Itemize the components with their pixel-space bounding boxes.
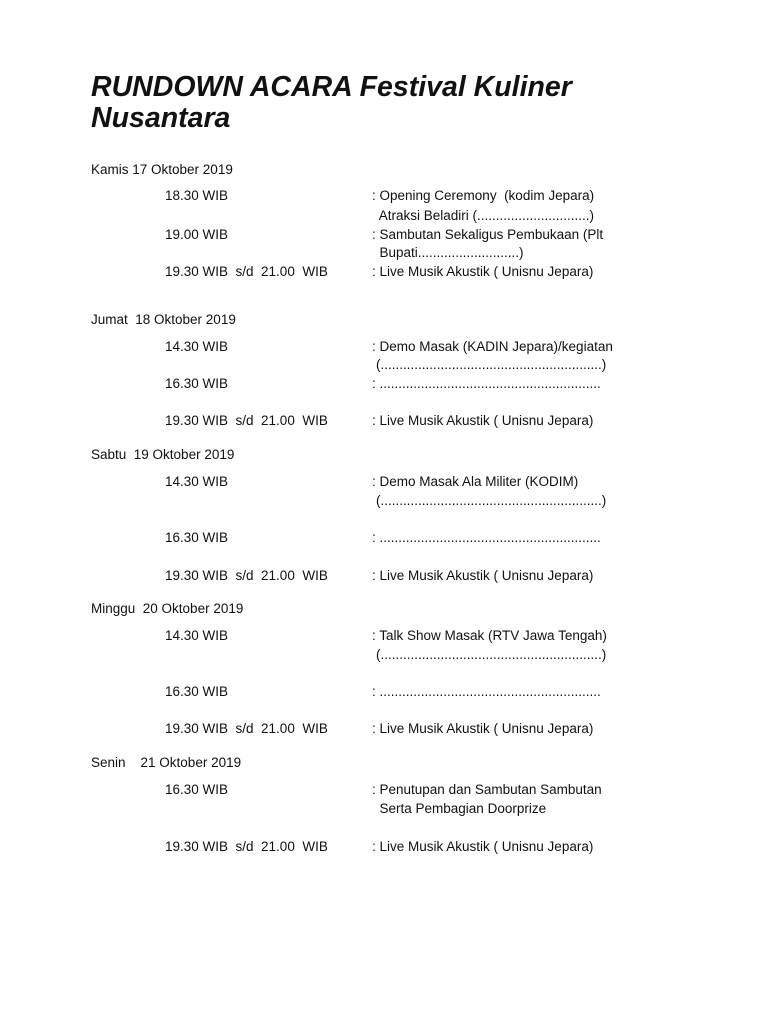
schedule-time: 19.30 WIB s/d 21.00 WIB (165, 568, 328, 583)
schedule-time: 16.30 WIB (165, 530, 229, 545)
schedule-time: 14.30 WIB (165, 628, 229, 643)
schedule-time: 19.30 WIB s/d 21.00 WIB (165, 413, 328, 428)
schedule-activity: : Sambutan Sekaligus Pembukaan (Plt (372, 227, 604, 242)
schedule-time: 19.30 WIB s/d 21.00 WIB (165, 839, 328, 854)
day-heading: Minggu 20 Oktober 2019 (91, 601, 244, 616)
schedule-activity-continued: (...........................................................) (376, 493, 607, 508)
schedule-time: 14.30 WIB (165, 339, 229, 354)
schedule-activity: : ........................................................... (372, 376, 601, 391)
schedule-activity: : Demo Masak Ala Militer (KODIM) (372, 474, 579, 489)
schedule-activity: : Live Musik Akustik ( Unisnu Jepara) (372, 721, 594, 736)
schedule-time: 19.30 WIB s/d 21.00 WIB (165, 264, 328, 279)
schedule-activity: : Talk Show Masak (RTV Jawa Tengah) (372, 628, 607, 643)
schedule-activity-continued: Atraksi Beladiri (..............................) (372, 208, 595, 223)
schedule-time: 16.30 WIB (165, 684, 229, 699)
schedule-activity: : Live Musik Akustik ( Unisnu Jepara) (372, 839, 594, 854)
schedule-activity: : Live Musik Akustik ( Unisnu Jepara) (372, 413, 594, 428)
schedule-activity: : Penutupan dan Sambutan Sambutan (372, 782, 602, 797)
day-heading: Jumat 18 Oktober 2019 (91, 312, 236, 327)
day-heading: Kamis 17 Oktober 2019 (91, 162, 233, 177)
day-heading: Senin 21 Oktober 2019 (91, 755, 242, 770)
schedule-activity: : Demo Masak (KADIN Jepara)/kegiatan (372, 339, 613, 354)
schedule-activity: : Opening Ceremony (kodim Jepara) (372, 188, 595, 203)
document-title: RUNDOWN ACARA Festival Kuliner Nusantara (91, 71, 572, 134)
schedule-activity: : Live Musik Akustik ( Unisnu Jepara) (372, 264, 594, 279)
schedule-activity-continued: (...........................................................) (376, 357, 607, 372)
schedule-activity-continued: (...........................................................) (376, 647, 607, 662)
schedule-time: 19.30 WIB s/d 21.00 WIB (165, 721, 328, 736)
schedule-time: 18.30 WIB (165, 188, 229, 203)
schedule-activity: : Live Musik Akustik ( Unisnu Jepara) (372, 568, 594, 583)
schedule-time: 16.30 WIB (165, 376, 229, 391)
schedule-time: 14.30 WIB (165, 474, 229, 489)
schedule-activity: : ........................................................... (372, 530, 601, 545)
schedule-time: 19.00 WIB (165, 227, 229, 242)
day-heading: Sabtu 19 Oktober 2019 (91, 447, 235, 462)
schedule-activity: : ........................................................... (372, 684, 601, 699)
schedule-activity-continued: Bupati...........................) (372, 245, 524, 260)
schedule-activity-continued: Serta Pembagian Doorprize (372, 801, 547, 816)
schedule-time: 16.30 WIB (165, 782, 229, 797)
